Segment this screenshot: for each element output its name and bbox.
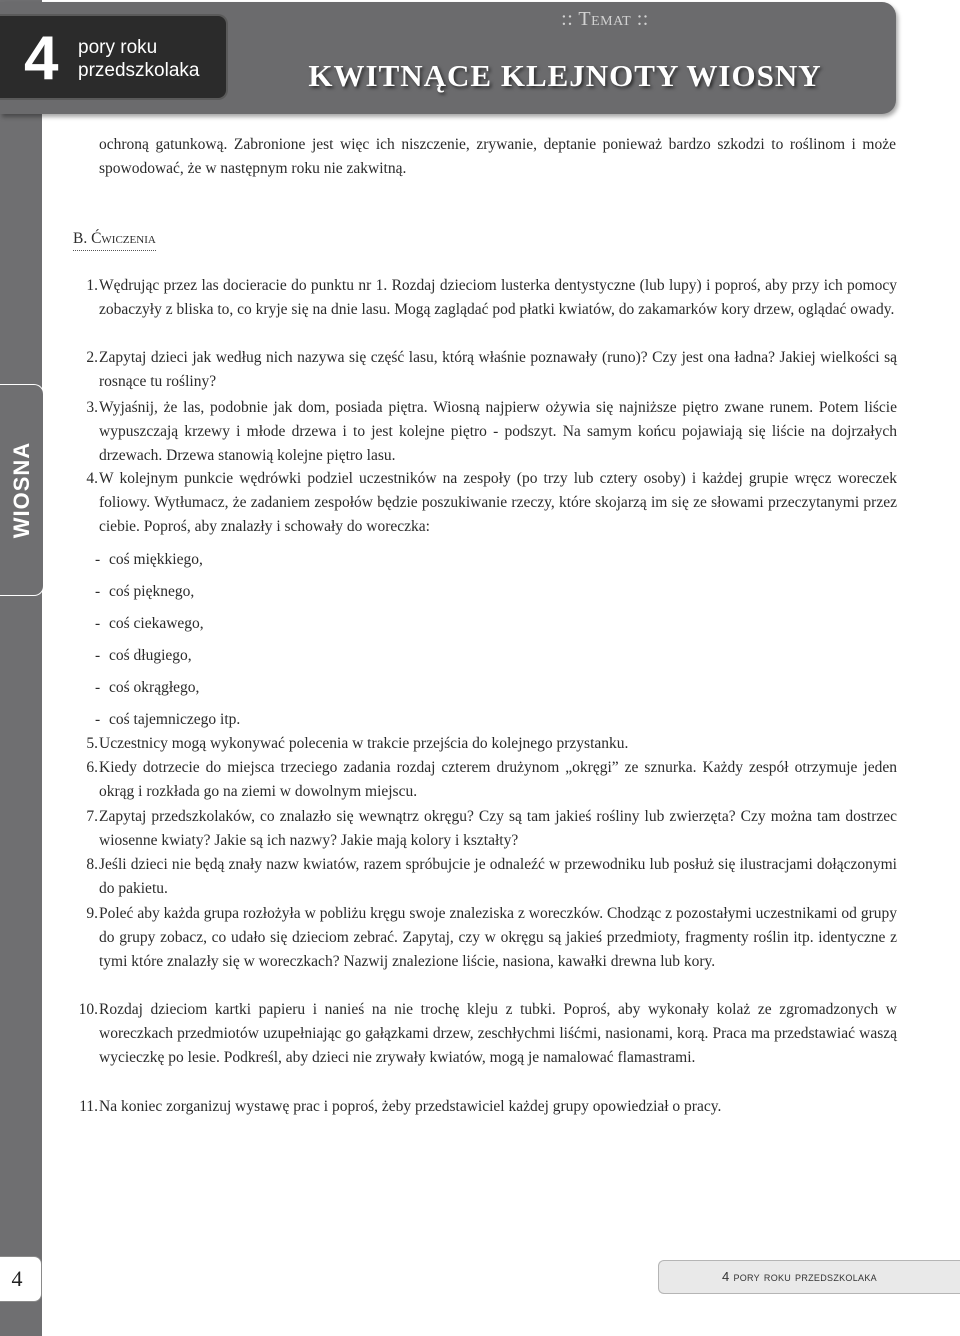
item-text: W kolejnym punkcie wędrówki podziel uczestników na zespoły (po trzy lub cztery osoby) i każdej grupie wręcz woreczek foliowy. Wytłumacz, że zadaniem zespołów będzie poszukiwanie rzeczy, które skojarzą im się ze słowami przeczytanymi przez ciebie. Poproś, aby znalazły i schowały do woreczka: [99, 470, 897, 535]
dash-item-text: coś długiego, [109, 647, 192, 664]
list-item [72, 346, 897, 394]
item-number: 8. [86, 856, 98, 873]
brand-box [0, 14, 228, 100]
list-item [72, 467, 897, 539]
dash-item: - coś długiego, [95, 647, 192, 664]
dash-item: - coś ciekawego, [95, 615, 204, 632]
dash-item: - coś tajemniczego itp. [95, 711, 241, 728]
dash-item-text: coś pięknego, [109, 583, 195, 600]
list-item [72, 1095, 897, 1119]
item-text: Zapytaj przedszkolaków, co znalazło się wewnątrz okręgu? Czy są tam jakieś rośliny lub zwierzęta? Czy można tam dostrzec wiosenne kwiaty? Jakie są ich nazwy? Jakie mają kolory i kształty? [99, 808, 897, 849]
side-strip [0, 0, 42, 1336]
page-title: KWITNĄCE KLEJNOTY WIOSNY [308, 58, 822, 93]
item-text: Kiedy dotrzecie do miejsca trzeciego zadania rozdaj czterem drużynom „okręgi” ze sznurka. Każdy zespół otrzymuje jeden okrąg i rozkłada go na ziemi w dowolnym miejscu. [99, 759, 897, 800]
list-item [72, 998, 897, 1070]
dash-item-text: coś tajemniczego itp. [109, 711, 241, 728]
brand-text [78, 36, 199, 82]
list-item [72, 732, 897, 756]
dash-item-text: coś ciekawego, [109, 615, 204, 632]
page-number: 4 [11, 1266, 23, 1291]
list-item [72, 805, 897, 853]
item-number: 6. [86, 759, 98, 776]
item-text: Rozdaj dzieciom kartki papieru i nanieś na nie trochę kleju z tubki. Poproś, aby wykonały kolaż ze zgromadzonych w woreczkach przedmiotów uzupełniając go gałązkami drzew, zeschłychmi liśćmi, nasionami, korą. Praca ma przedstawiać waszą wycieczkę po lesie. Podkreśl, aby dzieci nie zrywały kwiatów, mogą je namalować flamastrami. [99, 1001, 897, 1066]
dash-item: - coś miękkiego, [95, 551, 203, 568]
item-text: Poleć aby każda grupa rozłożyła w pobliżu kręgu swoje znaleziska z woreczków. Chodząc z pozostałymi uczestnikami od grupy do grupy zobacz, co udało się dzieciom zebrać. Zapytaj, czy w okręgu są jakieś przedmioty, fragmenty roślin itp. identyczne z tymi które znalazły się w woreczkach? Nazwij znalezione liście, nasiona, kawałki drewna lub kory. [99, 905, 897, 970]
list-item [72, 274, 897, 322]
dash-item: - coś pięknego, [95, 583, 195, 600]
list-item [72, 396, 897, 468]
item-text: Wędrując przez las docieracie do punktu nr 1. Rozdaj dzieciom lusterka dentystyczne (lub lupy) i poproś, aby przy ich pomocy zobaczyły z bliska to, co kryje się na dnie lasu. Mogą zaglądać pod płatki kwiatów, do zakamarków kory drzew, oglądać owady. [99, 277, 897, 318]
item-number: 2. [86, 349, 98, 366]
item-number: 10. [78, 1001, 98, 1018]
brand-line-2: przedszkolaka [78, 60, 200, 81]
item-text: Na koniec zorganizuj wystawę prac i poproś, żeby przedstawiciel każdej grupy opowiedział o pracy. [99, 1098, 722, 1115]
item-text: Uczestnicy mogą wykonywać polecenia w trakcie przejścia do kolejnego przystanku. [99, 735, 629, 752]
brand-number: 4 [24, 24, 59, 93]
topic-label: :: Temat :: [561, 8, 649, 30]
brand-line-1: pory roku [78, 37, 158, 58]
dash-item-text: coś okrągłego, [109, 679, 200, 696]
list-item [72, 902, 897, 974]
section-heading: B. Ćwiczenia [73, 228, 156, 251]
item-text: Jeśli dzieci nie będą znały nazw kwiatów, razem spróbujcie je odnaleźć w przewodniku lub posłuż się ilustracjami dołączonymi do pakietu. [99, 856, 897, 897]
item-number: 3. [86, 399, 98, 416]
side-tab-label: WIOSNA [9, 441, 34, 539]
item-number: 4. [86, 470, 98, 487]
item-number: 11. [79, 1098, 98, 1115]
item-number: 5. [86, 735, 98, 752]
list-item [72, 853, 897, 901]
item-text: Zapytaj dzieci jak według nich nazywa się część lasu, którą właśnie poznawały (runo)? Czy jest ona ładna? Jakiej wielkości są rosnące tu rośliny? [99, 349, 897, 390]
dash-item-text: coś miękkiego, [109, 551, 203, 568]
intro-paragraph: ochroną gatunkową. Zabronione jest więc ich niszczenie, zrywanie, deptanie ponieważ bardzo szkodzi to roślinom i może spowodować, że w następnym roku nie zakwitną. [99, 136, 896, 177]
list-item [72, 756, 897, 804]
item-number: 7. [86, 808, 98, 825]
item-text: Wyjaśnij, że las, podobnie jak dom, posiada piętra. Wiosną najpierw ożywia się najniższe piętro zwane runem. Potem liście wypuszczają krzewy i młode drzewa i to jest kolejne piętro - podszyt. Na samym końcu pojawiają się liście na dojrzałych drzewach. Drzewa stanowią kolejne piętro lasu. [99, 399, 897, 464]
dash-item: - coś okrągłego, [95, 679, 200, 696]
item-number: 1. [86, 277, 98, 294]
item-number: 9. [86, 905, 98, 922]
footer-publication: 4 pory roku przedszkolaka [722, 1269, 877, 1284]
